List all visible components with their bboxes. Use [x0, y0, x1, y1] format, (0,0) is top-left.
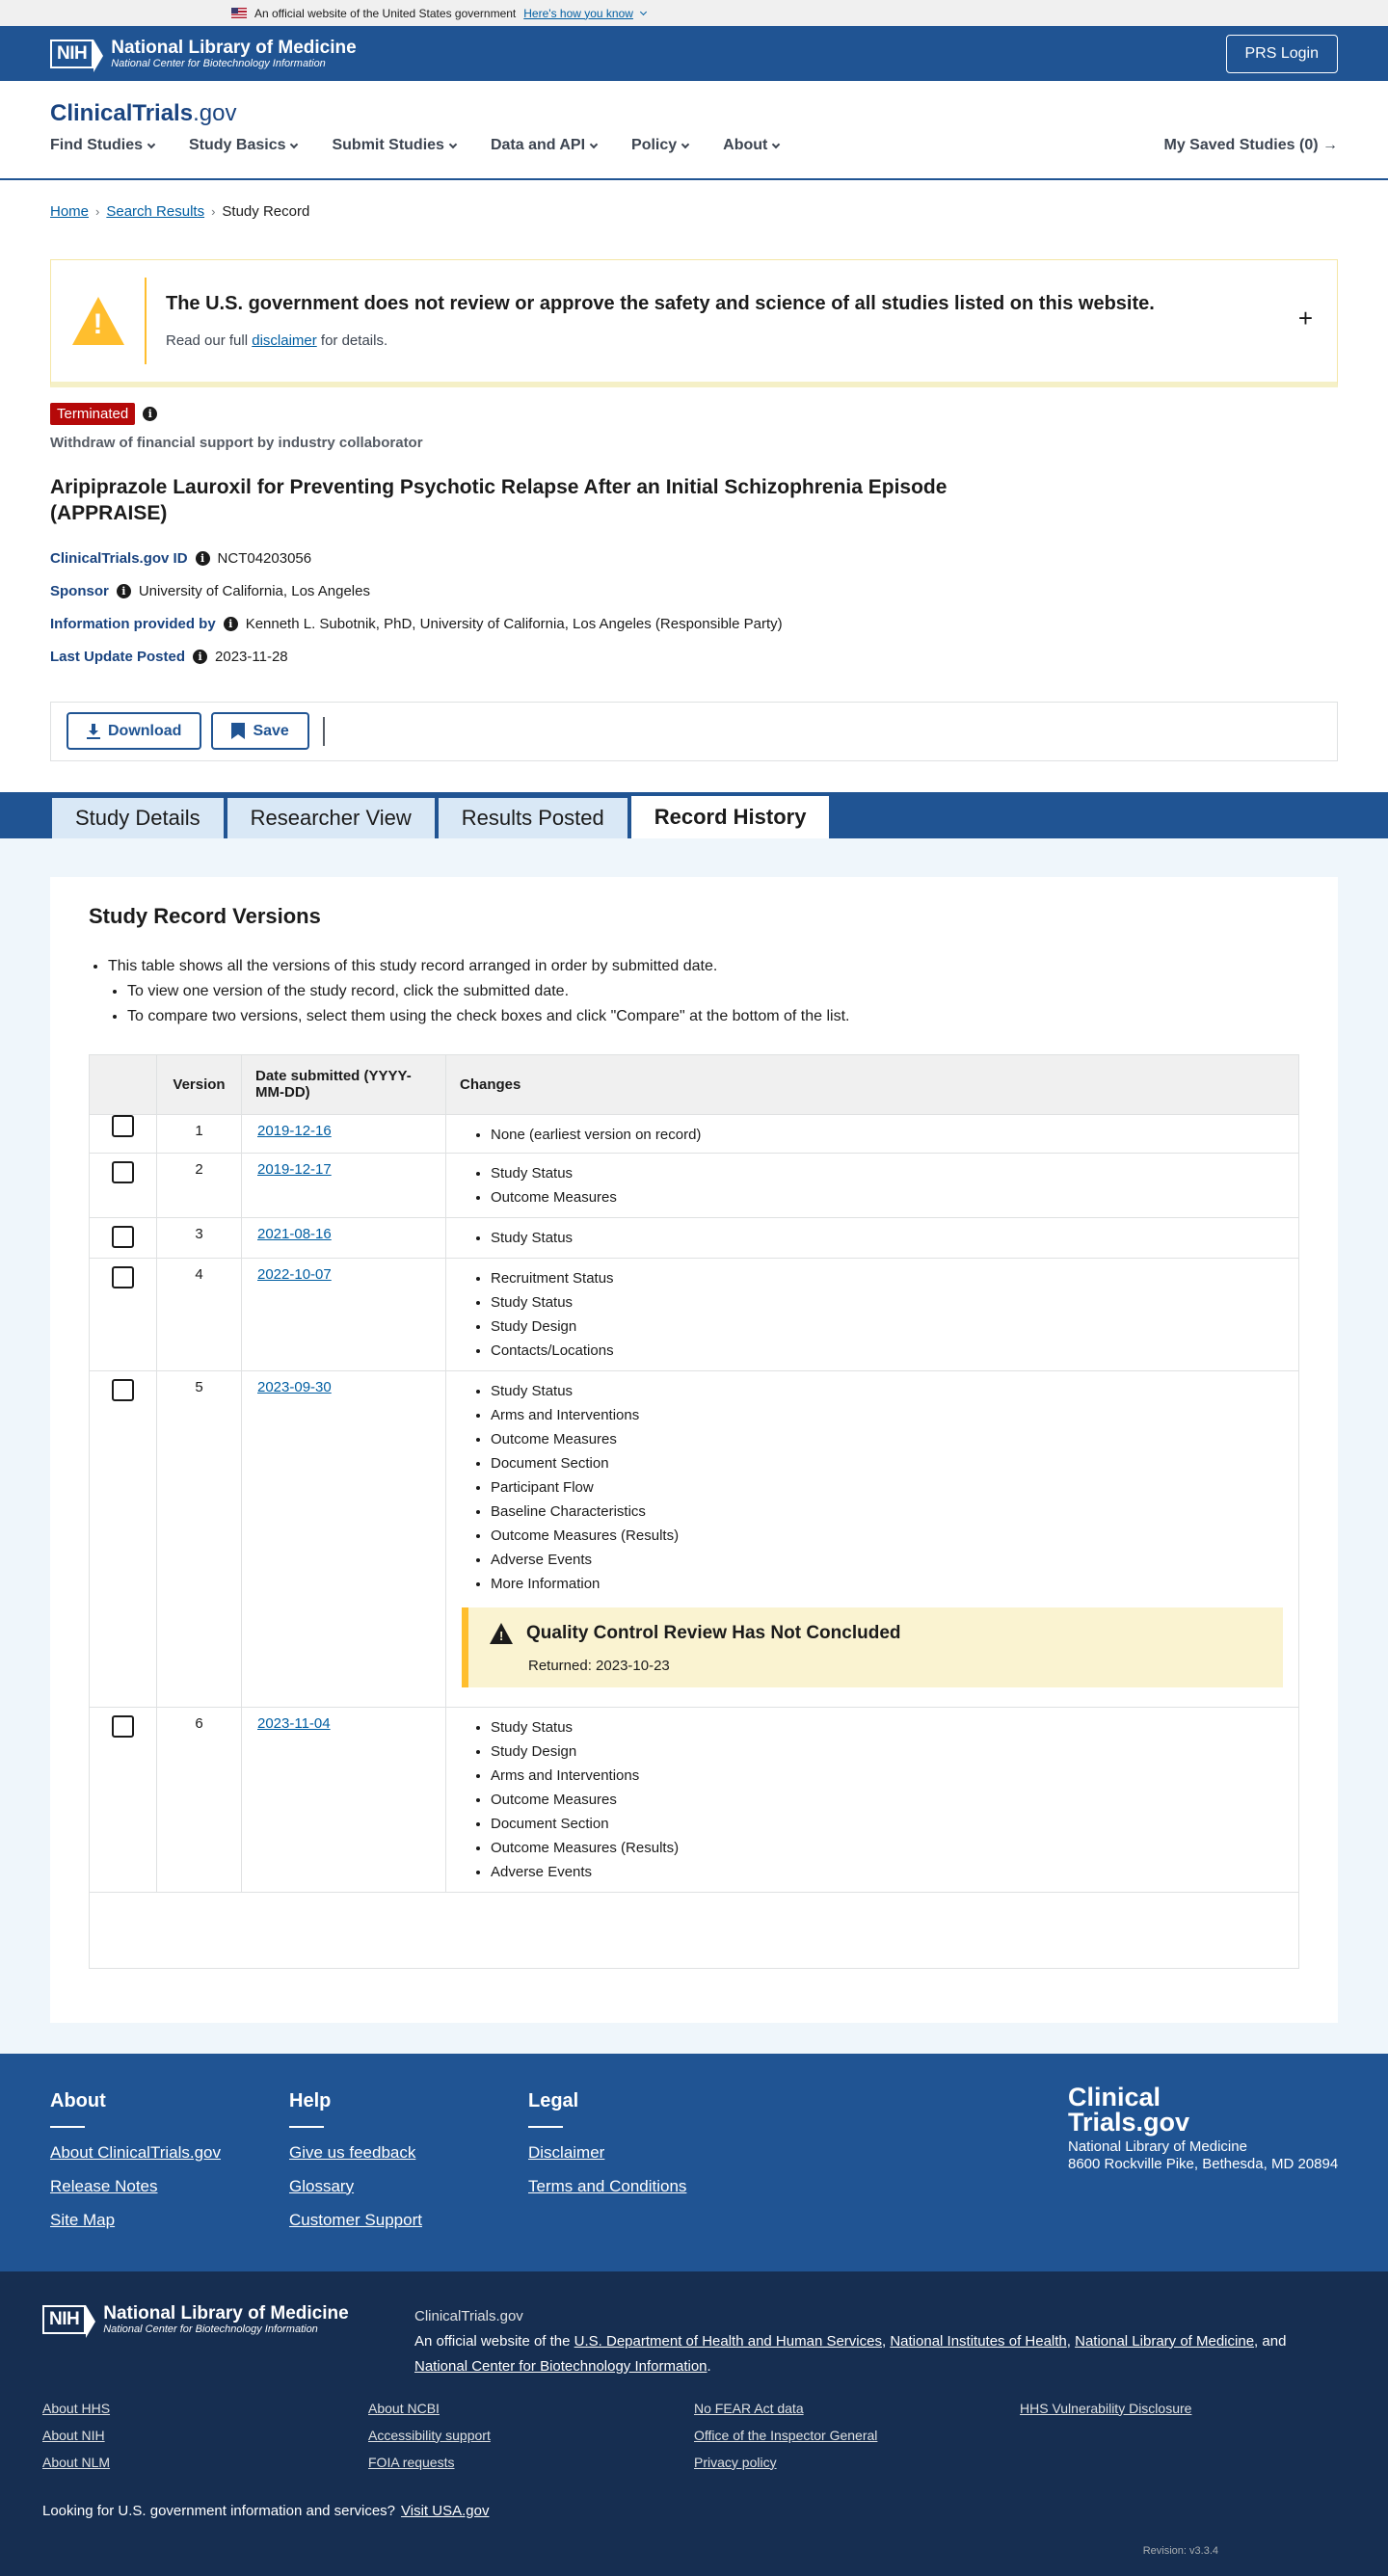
nav-submit-studies[interactable] [332, 137, 455, 154]
org-link[interactable]: National Library of Medicine [1075, 2332, 1255, 2350]
study-id: NCT04203056 [217, 550, 312, 568]
subfooter-link[interactable]: FOIA requests [368, 2454, 455, 2470]
info-provided-label: Information provided by [50, 616, 216, 633]
actions-divider [323, 717, 325, 746]
nav-label: About [723, 137, 768, 153]
change-item: • Participant Flow [491, 1475, 1298, 1500]
footer [0, 2054, 1388, 2271]
versions-heading: Study Record Versions [89, 903, 321, 928]
version-number: 2 [157, 1154, 242, 1217]
date-header: Date submitted (YYYY-MM-DD) [242, 1055, 446, 1114]
footer-col-title: Legal [528, 2089, 579, 2111]
footer-link[interactable]: Site Map [50, 2210, 116, 2229]
site-brand[interactable] [50, 100, 236, 127]
tab-record-history[interactable]: Record History [629, 794, 832, 838]
change-item: • More Information [491, 1572, 1298, 1596]
table-row [90, 1218, 1298, 1259]
change-item: • Outcome Measures [491, 1185, 1298, 1209]
info-icon[interactable]: i [196, 551, 210, 566]
footer-link[interactable]: Glossary [289, 2176, 355, 2195]
change-item: • Study Design [491, 1315, 1298, 1339]
download-label: Download [108, 722, 182, 739]
usa-text: Looking for U.S. government information and services? [42, 2502, 396, 2519]
alert-text-pre: Read our full [166, 332, 249, 349]
version-checkbox[interactable] [112, 1161, 134, 1183]
subfooter-link[interactable]: HHS Vulnerability Disclosure [1020, 2400, 1192, 2416]
org-link[interactable]: National Institutes of Health [890, 2332, 1067, 2350]
footer-link[interactable]: Terms and Conditions [528, 2176, 687, 2195]
nav-data-api[interactable] [491, 137, 597, 154]
nih-logo-box: NIH [50, 40, 93, 68]
brand-gov: .gov [193, 100, 237, 126]
version-date-link[interactable]: 2022-10-07 [257, 1265, 332, 1283]
change-item: • Study Status [491, 1715, 1298, 1739]
study-meta [50, 543, 1338, 674]
table-row [90, 1259, 1298, 1371]
table-footer [90, 1893, 1298, 1968]
versions-intro-sub: • To compare two versions, select them using the check boxes and click "Compare" at the bottom of the list. [127, 1004, 1299, 1029]
usa-gov-link[interactable]: Visit USA.gov [401, 2502, 490, 2519]
nlm-title: National Library of Medicine [111, 37, 357, 58]
main-nav [50, 137, 1338, 154]
footer-col-title: About [50, 2089, 106, 2111]
disclaimer-link[interactable]: disclaimer [252, 332, 317, 349]
versions-intro-text: This table shows all the versions of this study record arranged in order by submitted date. [108, 957, 718, 974]
nlm-footer-logo[interactable] [42, 2304, 414, 2335]
version-changes [446, 1154, 1298, 1217]
bookmark-icon [231, 723, 245, 739]
version-date-link[interactable]: 2019-12-17 [257, 1160, 332, 1178]
sponsor-value: University of California, Los Angeles [138, 583, 370, 600]
saved-studies-link[interactable] [1164, 137, 1339, 154]
sponsor-label: Sponsor [50, 583, 109, 600]
version-changes [446, 1259, 1298, 1370]
table-header [90, 1055, 1298, 1115]
change-item: • Contacts/Locations [491, 1339, 1298, 1363]
qc-returned: Returned: 2023-10-23 [528, 1657, 670, 1674]
chevron-down-icon [772, 140, 780, 147]
footer-logo-line: Trials.gov [1068, 2107, 1190, 2137]
changes-header: Changes [460, 1076, 521, 1093]
arrow-right-icon: → [1322, 137, 1338, 153]
footer-col-about [50, 2090, 289, 2271]
change-item: • Outcome Measures [491, 1427, 1298, 1451]
version-checkbox[interactable] [112, 1115, 134, 1137]
official-pre: An official website of the [414, 2332, 571, 2350]
footer-col-title: Help [289, 2089, 332, 2111]
change-item: • Study Design [491, 1739, 1298, 1764]
sub-footer [0, 2271, 1388, 2576]
version-date-link[interactable]: 2023-09-30 [257, 1378, 332, 1395]
subfooter-link[interactable]: About NCBI [368, 2400, 440, 2416]
save-label: Save [253, 722, 289, 739]
footer-col-help [289, 2090, 528, 2271]
info-icon[interactable]: i [143, 407, 157, 421]
actions-bar [50, 702, 1338, 761]
versions-card [50, 877, 1338, 2023]
footer-address [1068, 2082, 1348, 2173]
download-icon [87, 724, 100, 739]
version-checkbox[interactable] [112, 1266, 134, 1288]
official-statement: ClinicalTrials.gov An official website of the U.S. Department of Health and Human Services, National Institutes of Health, National Library of Medicine, and National Center for Biotechnology Information. [414, 2304, 1321, 2379]
subfooter-links [42, 2401, 1346, 2482]
footer-link[interactable]: Give us feedback [289, 2142, 416, 2162]
nav-policy[interactable] [631, 137, 688, 154]
nav-study-basics[interactable] [189, 137, 297, 154]
alert-text-post: for details. [320, 332, 388, 349]
change-item: • Document Section [491, 1812, 1298, 1836]
change-item: • Study Status [491, 1379, 1298, 1403]
versions-intro-sub: • To view one version of the study record, click the submitted date. [127, 979, 1299, 1004]
warning-icon [72, 297, 124, 345]
footer-addr-line: 8600 Rockville Pike, Bethesda, MD 20894 [1068, 2155, 1339, 2172]
chevron-down-icon [590, 140, 598, 147]
id-label: ClinicalTrials.gov ID [50, 550, 188, 568]
version-checkbox[interactable] [112, 1226, 134, 1248]
breadcrumb-search-results[interactable]: Search Results [106, 203, 205, 220]
nlm-logo[interactable] [50, 39, 357, 69]
info-provided-value: Kenneth L. Subotnik, PhD, University of California, Los Angeles (Responsible Party) [245, 616, 783, 633]
chevron-down-icon [290, 140, 298, 147]
tab-study-details[interactable]: Study Details [50, 796, 226, 838]
brand-main: ClinicalTrials [50, 100, 194, 126]
nlm-header [0, 26, 1388, 81]
change-item: • Baseline Characteristics [491, 1500, 1298, 1524]
nav-find-studies[interactable] [50, 137, 154, 154]
download-button[interactable] [67, 712, 201, 750]
change-item: • Arms and Interventions [491, 1764, 1298, 1788]
footer-logo-line: Clinical [1068, 2082, 1161, 2111]
chevron-down-icon [147, 140, 155, 147]
subfooter-site: ClinicalTrials.gov [414, 2307, 523, 2324]
change-item: • Arms and Interventions [491, 1403, 1298, 1427]
breadcrumb-current: Study Record [222, 203, 310, 220]
version-changes [446, 1115, 1298, 1153]
version-number: 5 [157, 1371, 242, 1707]
breadcrumb-separator-icon: › [95, 204, 100, 219]
version-changes [446, 1371, 1298, 1707]
official-and: and [1262, 2332, 1287, 2350]
subfooter-link[interactable]: Privacy policy [694, 2454, 777, 2470]
prs-login-button[interactable]: PRS Login [1226, 35, 1339, 73]
last-update-label: Last Update Posted [50, 649, 186, 666]
study-title: Aripiprazole Lauroxil for Preventing Psychotic Relapse After an Initial Schizophrenia Episode (APPRAISE) [50, 476, 948, 525]
versions-intro [108, 954, 1299, 1029]
study-tabs [0, 792, 1388, 838]
how-you-know-link[interactable]: Here's how you know [523, 6, 633, 20]
change-item: • None (earliest version on record) [491, 1123, 1298, 1147]
breadcrumb-separator-icon: › [211, 204, 216, 219]
footer-link[interactable]: Customer Support [289, 2210, 422, 2229]
info-icon[interactable]: i [193, 650, 207, 664]
subfooter-link[interactable]: Office of the Inspector General [694, 2427, 878, 2443]
nav-label: Data and API [490, 137, 586, 153]
org-link[interactable]: U.S. Department of Health and Human Services [574, 2332, 882, 2350]
version-checkbox[interactable] [112, 1715, 134, 1738]
expand-plus-icon[interactable]: + [1297, 304, 1313, 332]
save-button[interactable] [211, 712, 308, 750]
qc-title: Quality Control Review Has Not Concluded [526, 1622, 901, 1643]
status-reason: Withdraw of financial support by industry collaborator [50, 435, 423, 451]
version-date-link[interactable]: 2023-11-04 [257, 1714, 331, 1732]
subfooter-link[interactable]: About HHS [42, 2400, 111, 2416]
footer-logo[interactable] [1068, 2082, 1348, 2137]
change-item: • Study Status [491, 1161, 1298, 1185]
footer-link[interactable]: Disclaimer [528, 2142, 605, 2162]
saved-studies-label: My Saved Studies (0) [1163, 137, 1319, 153]
change-item: • Adverse Events [491, 1860, 1298, 1884]
version-checkbox[interactable] [112, 1379, 134, 1401]
tab-researcher-view[interactable]: Researcher View [226, 796, 437, 838]
change-item: • Adverse Events [491, 1548, 1298, 1572]
breadcrumb [0, 180, 1388, 220]
nlm-subtitle: National Center for Biotechnology Information [103, 2323, 318, 2335]
gov-banner-text: An official website of the United States government [254, 6, 517, 20]
warning-icon [490, 1623, 513, 1644]
table-row [90, 1708, 1298, 1893]
change-item: • Outcome Measures (Results) [491, 1524, 1298, 1548]
version-date-link[interactable]: 2021-08-16 [257, 1225, 332, 1242]
subfooter-link[interactable]: About NLM [42, 2454, 111, 2470]
change-item: • Document Section [491, 1451, 1298, 1475]
table-row [90, 1371, 1298, 1708]
nav-label: Find Studies [50, 137, 143, 153]
version-number: 1 [157, 1115, 242, 1153]
version-changes [446, 1708, 1298, 1892]
site-header [0, 81, 1388, 180]
subfooter-link[interactable]: No FEAR Act data [694, 2400, 804, 2416]
info-icon[interactable]: i [224, 617, 238, 631]
change-item: • Outcome Measures [491, 1788, 1298, 1812]
chevron-down-icon [681, 140, 689, 147]
chevron-down-icon [449, 140, 457, 147]
disclaimer-alert [50, 259, 1338, 387]
nav-label: Policy [631, 137, 678, 153]
version-number: 3 [157, 1218, 242, 1258]
footer-addr-line: National Library of Medicine [1068, 2138, 1247, 2155]
version-number: 4 [157, 1259, 242, 1370]
version-number: 6 [157, 1708, 242, 1892]
revision: Revision: v3.3.4 [1142, 2544, 1218, 2557]
nav-about[interactable] [723, 137, 779, 154]
chevron-down-icon [640, 8, 647, 14]
footer-link[interactable]: About ClinicalTrials.gov [50, 2142, 221, 2162]
footer-link[interactable]: Release Notes [50, 2176, 158, 2195]
info-icon[interactable]: i [117, 584, 131, 598]
table-row [90, 1154, 1298, 1218]
nlm-subtitle: National Center for Biotechnology Information [111, 57, 326, 69]
change-item: • Study Status [491, 1290, 1298, 1315]
nav-label: Study Basics [189, 137, 286, 153]
nav-label: Submit Studies [332, 137, 444, 153]
subfooter-link[interactable]: About NIH [42, 2427, 105, 2443]
tab-results-posted[interactable]: Results Posted [437, 796, 629, 838]
change-item: • Outcome Measures (Results) [491, 1836, 1298, 1860]
versions-table [89, 1054, 1299, 1969]
gov-banner [0, 0, 1388, 26]
change-item: • Study Status [491, 1226, 1298, 1250]
org-link[interactable]: National Center for Biotechnology Information [414, 2357, 707, 2375]
table-row [90, 1115, 1298, 1154]
nlm-title: National Library of Medicine [103, 2302, 349, 2324]
version-date-link[interactable]: 2019-12-16 [257, 1122, 332, 1139]
change-item: • Recruitment Status [491, 1266, 1298, 1290]
record-history-section [0, 838, 1388, 2054]
version-header: Version [157, 1055, 242, 1114]
breadcrumb-home[interactable]: Home [50, 203, 90, 220]
version-changes [446, 1218, 1298, 1258]
qc-alert [462, 1607, 1283, 1687]
footer-col-legal [528, 2090, 767, 2271]
nih-logo-box: NIH [42, 2305, 86, 2334]
last-update-value: 2023-11-28 [215, 649, 288, 666]
subfooter-link[interactable]: Accessibility support [368, 2427, 491, 2443]
status-badge: Terminated [50, 403, 135, 425]
us-flag-icon [231, 8, 247, 18]
alert-heading: The U.S. government does not review or approve the safety and science of all studies listed on this website. [166, 293, 1155, 314]
